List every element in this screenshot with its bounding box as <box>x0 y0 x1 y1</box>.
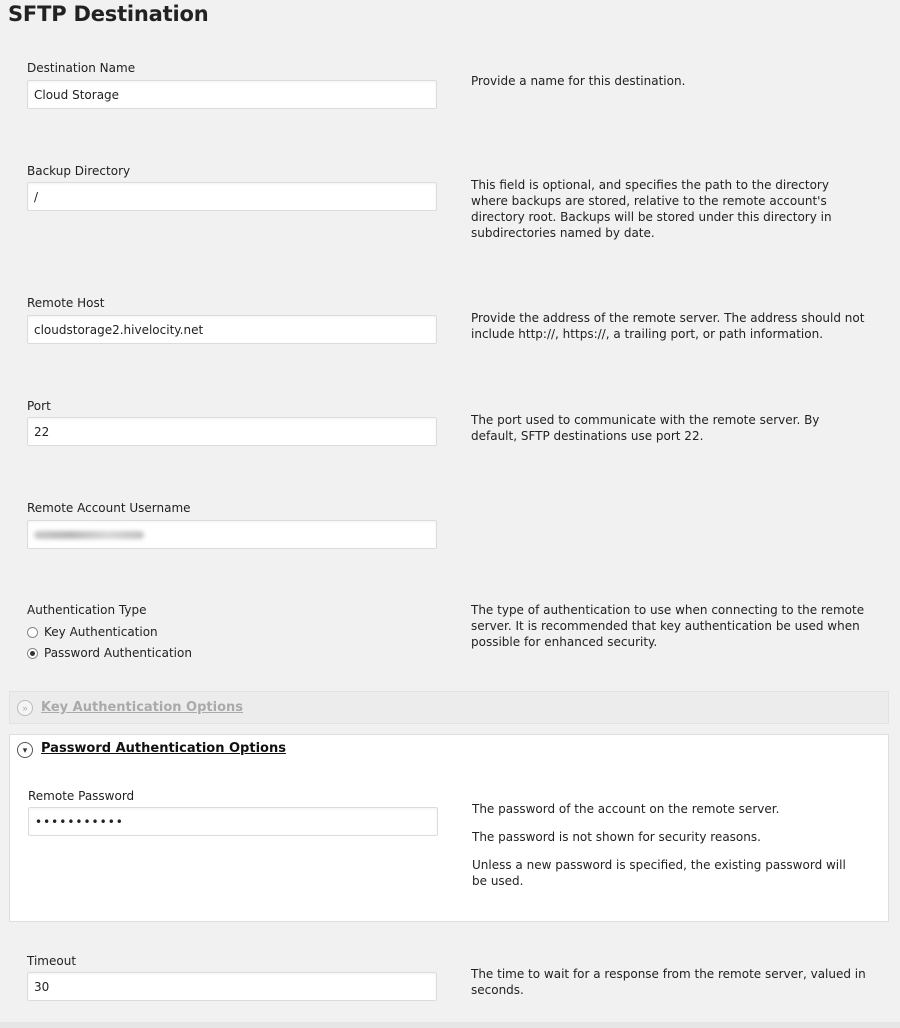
key-auth-options-title[interactable]: Key Authentication Options <box>41 700 244 715</box>
key-auth-radio[interactable] <box>27 627 38 638</box>
key-auth-options-panel[interactable] <box>9 691 889 724</box>
destination-name-label: Destination Name <box>27 61 136 75</box>
auth-type-help: The type of authentication to use when connecting to the remote server. It is recommended that key authentication be used when possible for enhanced security. <box>471 603 865 649</box>
remote-password-help-line-2: The password is not shown for security reasons. <box>472 830 761 844</box>
key-auth-radio-label: Key Authentication <box>44 625 158 639</box>
port-help: The port used to communicate with the remote server. By default, SFTP destinations use port 22. <box>471 413 820 443</box>
remote-password-label: Remote Password <box>28 789 135 803</box>
remote-host-help: Provide the address of the remote server. The address should not include http://, https://, a trailing port, or path information. <box>471 311 865 341</box>
redacted-username <box>34 531 144 539</box>
timeout-help: The time to wait for a response from the remote server, valued in seconds. <box>471 967 866 997</box>
backup-directory-help: This field is optional, and specifies the path to the directory where backups are stored, relative to the remote account's directory root. Backups will be stored under this directory in subdirectories named by date. <box>471 178 832 240</box>
timeout-input[interactable] <box>27 972 437 1001</box>
page-title: SFTP Destination <box>8 2 209 26</box>
remote-host-input[interactable] <box>27 315 437 344</box>
password-auth-options-panel <box>9 734 889 922</box>
destination-name-help: Provide a name for this destination. <box>471 74 686 88</box>
double-chevron-down-icon[interactable]: ▾ <box>17 742 33 758</box>
page-bottom-divider <box>0 1022 900 1028</box>
backup-directory-input[interactable] <box>27 182 437 211</box>
remote-password-input[interactable] <box>28 807 438 836</box>
double-chevron-right-icon[interactable]: » <box>17 700 33 716</box>
key-auth-radio-option[interactable] <box>27 625 158 639</box>
remote-password-help-line-3: Unless a new password is specified, the existing password will be used. <box>472 858 846 888</box>
port-label: Port <box>27 399 51 413</box>
remote-username-input[interactable] <box>27 520 437 549</box>
timeout-label: Timeout <box>27 954 77 968</box>
remote-host-label: Remote Host <box>27 296 105 310</box>
backup-directory-label: Backup Directory <box>27 164 131 178</box>
remote-username-label: Remote Account Username <box>27 501 191 515</box>
password-auth-radio-option[interactable] <box>27 646 192 660</box>
password-auth-radio-label: Password Authentication <box>44 646 192 660</box>
remote-password-help-line-1: The password of the account on the remote server. <box>472 802 780 816</box>
password-auth-options-title[interactable]: Password Authentication Options <box>41 741 286 756</box>
auth-type-label: Authentication Type <box>27 603 147 617</box>
port-input[interactable] <box>27 417 437 446</box>
destination-name-input[interactable] <box>27 80 437 109</box>
remote-password-help <box>472 801 862 901</box>
password-auth-radio[interactable] <box>27 648 38 659</box>
